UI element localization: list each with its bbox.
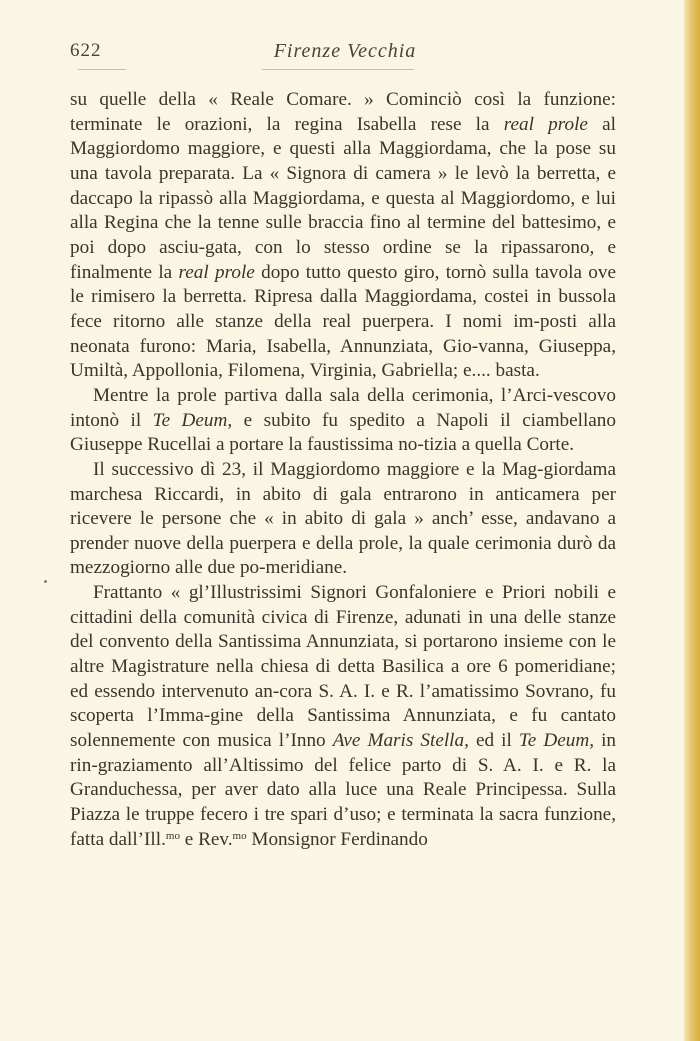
text-run: in rin-graziamento all’Altissimo del felice parto di S. A. I. e R. la Granduchessa, per aver dato alla luce una Reale Principessa. Sulla Piazza le truppe fecero i tre spari d’uso; e terminata la sacra funzione, fatta dall’Ill. bbox=[70, 730, 616, 850]
margin-mark bbox=[44, 580, 47, 583]
italic-text: Te Deum, bbox=[518, 730, 594, 752]
text-run: al Maggiordomo maggiore, e questi alla Maggiordama, che la pose su una tavola preparata. La « Signora di camera » le levò la berretta, e daccapo la ripassò alla Maggiordama, e questa al Maggiordomo, e lui alla Regina che la tenne sulle braccia fino al termine del battesimo, e poi dopo asciu-gata, con lo stesso ordine se la ripassarono, e finalmente la bbox=[70, 113, 616, 283]
text-run: e Rev. bbox=[179, 828, 233, 850]
body-text bbox=[70, 88, 616, 852]
text-run: ed il bbox=[468, 730, 519, 752]
text-run: dopo tutto questo giro, tornò sulla tavola ove le rimisero la berretta. Ripresa dalla Maggiordama, costei in bussola fece ritorno alle stanze della real puerpera. I nomi im-posti alla neonata furono: Maria, Isabella, Annunziata, Gio-vanna, Giuseppa, Umiltà, Appollonia, Filomena, Virginia, Gabriella; e.... basta. bbox=[70, 261, 616, 382]
page-number: 622 bbox=[70, 40, 102, 61]
superscript-text: mo bbox=[232, 829, 247, 842]
italic-text: Ave Maris Stella, bbox=[332, 730, 469, 752]
text-run: Il successivo dì 23, il Maggiordomo maggiore e la Mag-giordama marchesa Riccardi, in abito di gala entrarono in anticamera per ricevere le persone che « in abito di gala » anch’ esse, andavano a prender nuove della puerpera e della prole, la quale cerimonia durò da mezzogiorno alle due po-meridiane. bbox=[70, 458, 616, 579]
text-run: e subito fu spedito a Napoli il ciambellano Giuseppe Rucellai a portare la faustissima no-tizia a quella Corte. bbox=[70, 409, 616, 456]
paragraph bbox=[70, 88, 616, 384]
text-run: Mentre la prole partiva dalla sala della cerimonia, l’Arci-vescovo intonò il bbox=[70, 384, 616, 431]
paragraph bbox=[70, 384, 616, 458]
text-run: Monsignor Ferdinando bbox=[246, 828, 428, 850]
italic-text: real prole bbox=[178, 261, 255, 283]
superscript-text: mo bbox=[165, 829, 180, 842]
text-run: Frattanto « gl’Illustrissimi Signori Gonfaloniere e Priori nobili e cittadini della comunità civica di Firenze, adunati in una delle stanze del convento della Santissima Annunziata, si portarono insieme con le altre Magistrature nella chiesa di detta Basilica a ore 6 pomeridiane; ed essendo intervenuto an-cora S. A. I. e R. l’amatissimo Sovrano, fu scoperta l’Imma-gine della Santissima Annunziata, e fu cantato solennemente con musica l’Inno bbox=[70, 582, 616, 752]
paragraph bbox=[70, 581, 616, 852]
header-rule-center bbox=[262, 69, 414, 70]
page-edge bbox=[684, 0, 700, 1041]
text-run: su quelle della « Reale Comare. » Cominciò così la funzione: terminate le orazioni, la regina Isabella rese la bbox=[70, 89, 616, 135]
paragraph bbox=[70, 458, 616, 581]
header-rule-left bbox=[78, 69, 126, 70]
italic-text: Te Deum, bbox=[152, 409, 233, 431]
italic-text: real prole bbox=[503, 113, 588, 135]
running-title: Firenze Vecchia bbox=[273, 40, 417, 62]
page-header bbox=[70, 40, 620, 66]
